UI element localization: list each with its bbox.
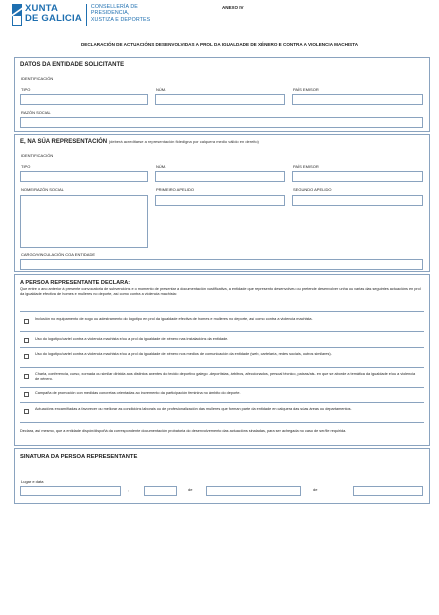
rep-cargo-label: CARGO/VINCULACIÓN COA ENTIDADE — [21, 252, 96, 257]
xunta-logo — [12, 4, 150, 26]
declaration-item-5: Campaña de promoción con medidas concretas orientadas ao incremento da participación feminina no ámbito do deporte. — [35, 391, 241, 395]
year-field[interactable] — [353, 486, 423, 496]
galicia-flag-icon — [12, 4, 22, 26]
rep-apelido2-field[interactable] — [292, 195, 423, 206]
declaration-item-4: Charla, conferencia, curso, xornada ou similar dirixida aos distintos axentes do tecido deportivo galego -deportistas, árbitros, afeccionados, persoal técnico, paixas/ais- en que se aborde a temática da igualdade e/ou a violencia de xénero. — [35, 372, 416, 381]
declaration-checkbox-2[interactable] — [24, 338, 29, 343]
signature-section — [14, 448, 430, 504]
rep-apelido2-label: SEGUNDO APELIDO — [293, 187, 332, 192]
declaration-section — [14, 274, 430, 446]
month-field[interactable] — [206, 486, 301, 496]
rep-nombre-label: NOME/RAZÓN SOCIAL — [21, 187, 64, 192]
declaration-checkbox-5[interactable] — [24, 392, 29, 397]
annex-label: ANEXO IV — [222, 5, 244, 10]
representative-section-title: E, NA SÚA REPRESENTACIÓN (deberá acreditarse a representación fidedigna por calquera medio válido en dereito) — [20, 139, 259, 145]
declaration-checkbox-4[interactable] — [24, 374, 29, 379]
signature-title: SINATURA DA PERSOA REPRESENTANTE — [20, 454, 138, 460]
entity-section-title: DATOS DA ENTIDADE SOLICITANTE — [20, 62, 125, 68]
declaration-checkbox-1[interactable] — [24, 319, 29, 324]
rep-num-field[interactable] — [155, 171, 285, 182]
rep-pais-label: PAÍS EMISOR — [293, 164, 319, 169]
entity-tipo-field[interactable] — [20, 94, 148, 105]
rep-tipo-field[interactable] — [20, 171, 148, 182]
entity-num-field[interactable] — [155, 94, 285, 105]
rep-identification-label: IDENTIFICACIÓN — [21, 153, 54, 158]
representative-section — [14, 134, 430, 272]
declaration-item-3: Uso do logotipo/cartel contra a violencia machista e/ou a prol da igualdade de xénero nos medios de comunicación da entidade (web, cartelaría, redes sociais, outros similares). — [35, 352, 332, 356]
logo-name: XUNTA DE GALICIA — [25, 3, 82, 24]
entity-pais-label: PAÍS EMISOR — [293, 87, 319, 92]
declaration-checkbox-3[interactable] — [24, 354, 29, 359]
place-date-label: Lugar e data — [21, 479, 44, 484]
declaration-footer: Declara, así mesmo, que a entidade dispón/dispoñá da correspondente documentación probatoria do desenvolvemento das actuacións sinaladas, para ser achegada no caso de ser/lle requirida. — [20, 429, 347, 433]
entity-identification-label: IDENTIFICACIÓN — [21, 76, 54, 81]
entity-section — [14, 57, 430, 132]
rep-num-label: NÚM. — [156, 164, 167, 169]
declaration-checkbox-6[interactable] — [24, 409, 29, 414]
declaration-intro: Que entre o ano anterior á presente convocatoria de subvencións e o momento de presentar a documentación xustificativa, a entidade que represento desenvolveu ou pretende desenvolver unha ou varias das seguintes actuacións en prol da igualdade efectiva de homes e mulleres no deporte, así como contra a violencia machista: — [20, 287, 421, 296]
rep-apelido1-label: PRIMEIRO APELIDO — [156, 187, 195, 192]
document-title: DECLARACIÓN DE ACTUACIÓNS DESENVOLVIDAS A PROL DA IGUALDADE DE XÉNERO E CONTRA A VIOLENCIA MACHISTA — [80, 42, 359, 47]
day-field[interactable] — [144, 486, 177, 496]
declaration-title: A PERSOA REPRESENTANTE DECLARA: — [20, 280, 131, 286]
entity-pais-field[interactable] — [292, 94, 423, 105]
rep-nombre-field[interactable] — [20, 195, 148, 248]
place-field[interactable] — [20, 486, 121, 496]
entity-razon-field[interactable] — [20, 117, 423, 128]
declaration-item-1: Inclusión no equipamento de xogo ou adestramento do logotipo en prol da igualdade efectiva de homes e mulleres no deporte, así como contra a violencia machista. — [35, 317, 313, 321]
de-separator-2: de — [313, 487, 318, 492]
rep-pais-field[interactable] — [292, 171, 423, 182]
rep-cargo-field[interactable] — [20, 259, 423, 270]
logo-divider — [86, 4, 87, 26]
rep-apelido1-field[interactable] — [155, 195, 285, 206]
declaration-item-6: Actuacións encamiñadas a favorecer ou mellorar as condicións laborais ou de profesionalización das mulleres que forman parte da entidade en calquera das súas áreas ou departamentos. — [35, 407, 352, 411]
department-name: CONSELLERÍA DE PRESIDENCIA, XUSTIZA E DEPORTES — [90, 4, 151, 23]
entity-razon-label: RAZÓN SOCIAL — [21, 110, 51, 115]
entity-tipo-label: TIPO — [21, 87, 31, 92]
entity-num-label: NÚM. — [156, 87, 167, 92]
comma-separator: , — [128, 487, 130, 492]
de-separator-1: de — [188, 487, 193, 492]
declaration-item-2: Uso do logotipo/cartel contra a violencia machista e/ou a prol da igualdade de xénero nas instalacións da entidade. — [35, 337, 229, 341]
rep-tipo-label: TIPO — [21, 164, 31, 169]
